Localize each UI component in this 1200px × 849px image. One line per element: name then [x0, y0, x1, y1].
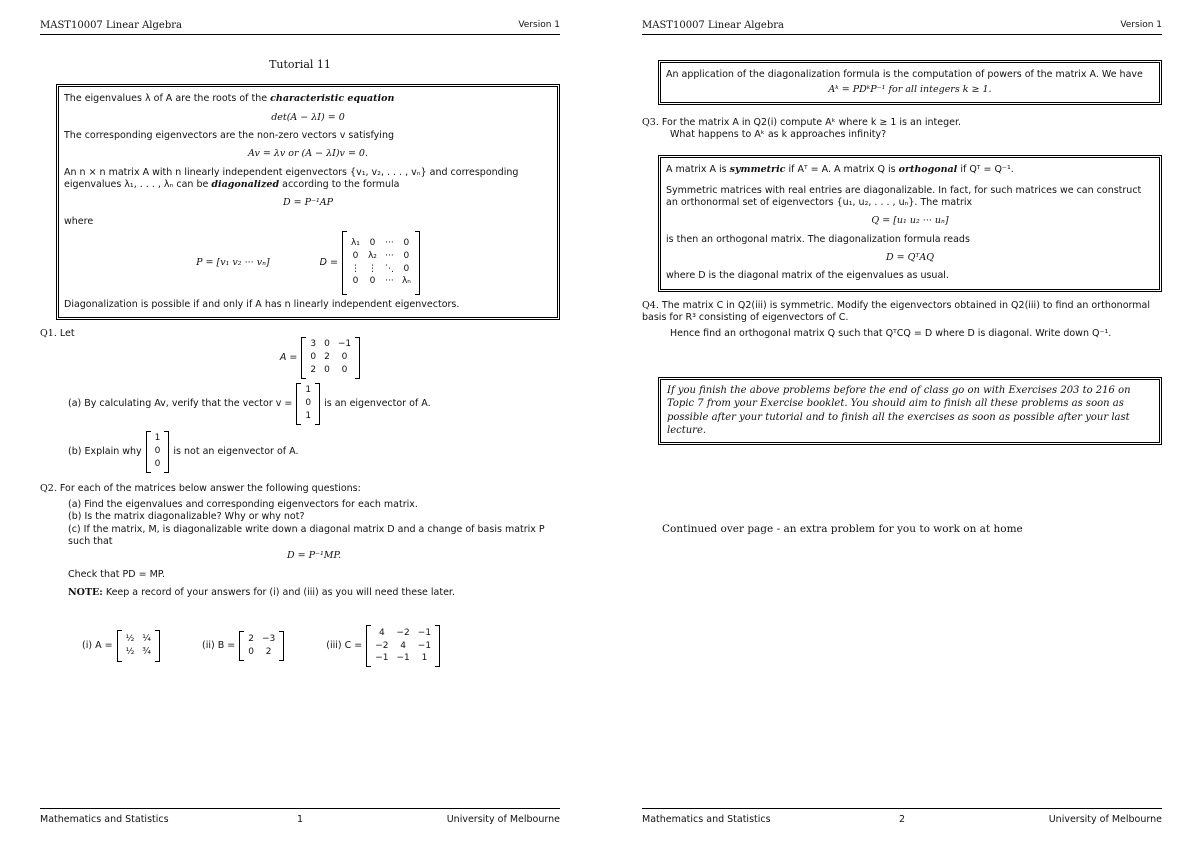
question-1	[40, 328, 560, 472]
matrix-entry: 1	[154, 433, 161, 444]
course-title: MAST10007 Linear Algebra	[40, 20, 182, 31]
question-text: What happens to Aᵏ as k approaches infinity?	[670, 129, 887, 141]
matrix-entry: 0	[341, 351, 348, 362]
vector-w	[146, 431, 170, 473]
matrix-label: (ii) B =	[202, 640, 236, 652]
page-2	[642, 0, 1162, 849]
matrix-entry: 0	[310, 351, 317, 362]
extension-note: If you finish the above problems before the end of class go on with Exercises 203 to 216 on Topic 7 from your Exercise booklet. You should aim to finish all these problems as soon as possible after your tutorial and to finish all the exercises as soon as possible after your last lecture.	[658, 377, 1162, 445]
question-part: (c) If the matrix, M, is diagonalizable write down a diagonal matrix D and a change of basis matrix P such that	[68, 523, 545, 548]
question-2	[40, 483, 560, 668]
box-text: if Aᵀ = A. A matrix Q is	[788, 164, 896, 176]
page-number: 1	[296, 814, 304, 825]
symmetric-box	[658, 155, 1162, 291]
matrix-entry: λₙ	[401, 276, 411, 287]
matrix-label: (iii) C =	[326, 640, 363, 652]
matrix-entry: 0	[154, 458, 161, 469]
matrix-entry: −1	[337, 339, 352, 350]
equation: det(A − λI) = 0	[271, 111, 345, 123]
note-text: Keep a record of your answers for (i) and (iii) as you will need these later.	[105, 587, 455, 599]
question-text: Check that PD = MP.	[68, 568, 166, 580]
matrix-entry: ···	[385, 250, 394, 261]
matrix-entry: 0	[403, 263, 410, 274]
matrix-a	[301, 337, 360, 379]
matrix-entry: 0	[248, 646, 254, 657]
question-text: (a) By calculating Av, verify that the vector v =	[68, 397, 293, 409]
matrix-label: (i) A =	[82, 640, 113, 652]
box-text: A matrix A is	[666, 164, 727, 176]
equation: D = P⁻¹AP	[282, 197, 334, 209]
tutorial-title: Tutorial 11	[269, 58, 331, 71]
matrix-entry: 0	[341, 364, 348, 375]
footer-dept: Mathematics and Statistics	[40, 814, 169, 825]
matrix-entry: 0	[305, 397, 312, 408]
question-text: is an eigenvector of A.	[324, 397, 431, 409]
question-number: Q1.	[40, 328, 57, 340]
matrix-entry: ···	[385, 238, 394, 249]
equation: Av = λv or (A − λI)v = 0.	[247, 148, 368, 160]
course-title: MAST10007 Linear Algebra	[642, 20, 784, 31]
matrix-entry: ⋱	[384, 263, 394, 274]
matrix-entry: 0	[369, 238, 376, 249]
page-number: 2	[898, 814, 906, 825]
note-label: NOTE:	[68, 587, 103, 599]
question-text: (b) Explain why	[68, 445, 142, 457]
equation: Q = [u₁ u₂ ··· uₙ]	[871, 215, 949, 227]
matrix-entry: 0	[324, 364, 330, 375]
matrix-entry: 0	[403, 238, 410, 249]
matrix-ii	[239, 631, 284, 661]
matrix-entry: λ₂	[367, 250, 377, 261]
matrix-entry: λ₁	[350, 238, 360, 249]
page-header	[40, 20, 560, 35]
matrix-entry: ¾	[142, 646, 152, 657]
question-text: For the matrix A in Q2(i) compute Aᵏ where k ≥ 1 is an integer.	[661, 116, 962, 128]
matrix-entry: 4	[400, 640, 407, 651]
matrix-entry: −2	[396, 627, 410, 638]
box-text: The eigenvalues λ of A are the roots of the	[64, 93, 268, 105]
matrix-i	[117, 630, 160, 662]
d-matrix	[342, 231, 420, 295]
matrix-entry: 2	[265, 646, 272, 657]
question-number: Q4.	[642, 299, 659, 311]
matrix-entry: ⋮	[350, 263, 360, 274]
question-4	[642, 300, 1162, 341]
footer-dept: Mathematics and Statistics	[642, 814, 771, 825]
page-footer	[642, 808, 1162, 827]
matrix-entry: 0	[352, 250, 359, 261]
version-label: Version 1	[1120, 20, 1162, 30]
matrix-entry: −1	[375, 653, 389, 664]
matrix-entry: 0	[369, 276, 376, 287]
version-label: Version 1	[518, 20, 560, 30]
matrix-entry: 0	[324, 339, 330, 350]
question-text: is not an eigenvector of A.	[173, 445, 299, 457]
question-text: Hence find an orthogonal matrix Q such that QᵀCQ = D where D is diagonal. Write down Q⁻¹.	[670, 328, 1112, 340]
box-text: according to the formula	[282, 179, 400, 191]
question-text: The matrix C in Q2(iii) is symmetric. Modify the eigenvectors obtained in Q2(iii) to find an orthonormal basis for R³ consisting of eigenvectors of C.	[642, 299, 1150, 324]
equation: D = QᵀAQ	[885, 252, 935, 264]
box-emphasis: orthogonal	[898, 164, 958, 176]
matrix-entry: ¼	[142, 634, 152, 645]
matrix-entry: 1	[305, 410, 312, 421]
box-text: where D is the diagonal matrix of the eigenvalues as usual.	[666, 270, 949, 282]
box-text: The corresponding eigenvectors are the non-zero vectors v satisfying	[64, 129, 394, 141]
vector-v	[296, 383, 320, 425]
d-label: D =	[319, 256, 338, 268]
matrix-entry: 1	[305, 385, 312, 396]
page-footer	[40, 808, 560, 827]
equation: Aᵏ = PDᵏP⁻¹ for all integers k ≥ 1.	[828, 84, 992, 96]
matrix-iii	[366, 625, 440, 667]
matrix-entry: 0	[352, 276, 359, 287]
box-text: if Qᵀ = Q⁻¹.	[960, 164, 1014, 176]
matrix-entry: ½	[125, 646, 135, 657]
box-text: An application of the diagonalization formula is the computation of powers of the matrix A. We have	[666, 69, 1143, 80]
matrix-entry: 0	[154, 445, 161, 456]
box-text: Diagonalization is possible if and only if A has n linearly independent eigenvectors.	[64, 299, 460, 311]
question-part: (a) Find the eigenvalues and corresponding eigenvectors for each matrix.	[68, 499, 418, 511]
matrix-entry: 2	[324, 351, 330, 362]
question-part: (b) Is the matrix diagonalizable? Why or why not?	[68, 511, 305, 523]
box-emphasis: characteristic equation	[270, 93, 395, 105]
box-emphasis: diagonalized	[211, 179, 280, 191]
matrix-entry: −1	[417, 640, 432, 651]
box-text: An n × n matrix A with n linearly independent eigenvectors {v₁, v₂, . . . , vₙ} and corresponding eigenvalues λ₁, . . . , λₙ can be	[64, 166, 519, 191]
footer-university: University of Melbourne	[1048, 814, 1162, 825]
eigen-definition-box	[56, 84, 560, 320]
question-text: Let	[59, 328, 75, 340]
matrix-label: A =	[279, 351, 298, 363]
box-text: Symmetric matrices with real entries are diagonalizable. In fact, for such matrices we can construct an orthonormal set of eigenvectors {u₁, u₂, . . . , uₙ}. The matrix	[666, 184, 1142, 209]
matrix-entry: 0	[403, 250, 410, 261]
box-text: is then an orthogonal matrix. The diagonalization formula reads	[666, 233, 970, 245]
box-emphasis: symmetric	[729, 164, 786, 176]
matrix-entry: −2	[375, 640, 389, 651]
question-3	[642, 117, 1162, 142]
powers-box	[658, 60, 1162, 105]
question-number: Q3.	[642, 116, 659, 128]
footer-university: University of Melbourne	[446, 814, 560, 825]
matrix-entry: 4	[379, 627, 385, 638]
matrix-entry: −1	[396, 653, 410, 664]
matrix-entry: ···	[385, 276, 394, 287]
p-definition: P = [v₁ v₂ ··· vₙ]	[196, 256, 270, 268]
page-header	[642, 20, 1162, 35]
question-text: For each of the matrices below answer the following questions:	[59, 482, 361, 494]
page-1	[40, 0, 560, 849]
matrix-entry: 2	[248, 634, 254, 645]
matrix-entry: ½	[125, 634, 135, 645]
matrix-entry: −3	[261, 634, 276, 645]
continued-text: Continued over page - an extra problem for you to work on at home	[662, 522, 1023, 535]
matrix-entry: 3	[310, 339, 317, 350]
matrix-entry: −1	[417, 627, 432, 638]
matrix-entry: ⋮	[367, 263, 377, 274]
question-number: Q2.	[40, 482, 57, 494]
matrix-entry: 2	[310, 364, 317, 375]
box-text: where	[64, 215, 94, 227]
matrix-entry: 1	[421, 653, 428, 664]
equation: D = P⁻¹MP.	[286, 550, 342, 562]
